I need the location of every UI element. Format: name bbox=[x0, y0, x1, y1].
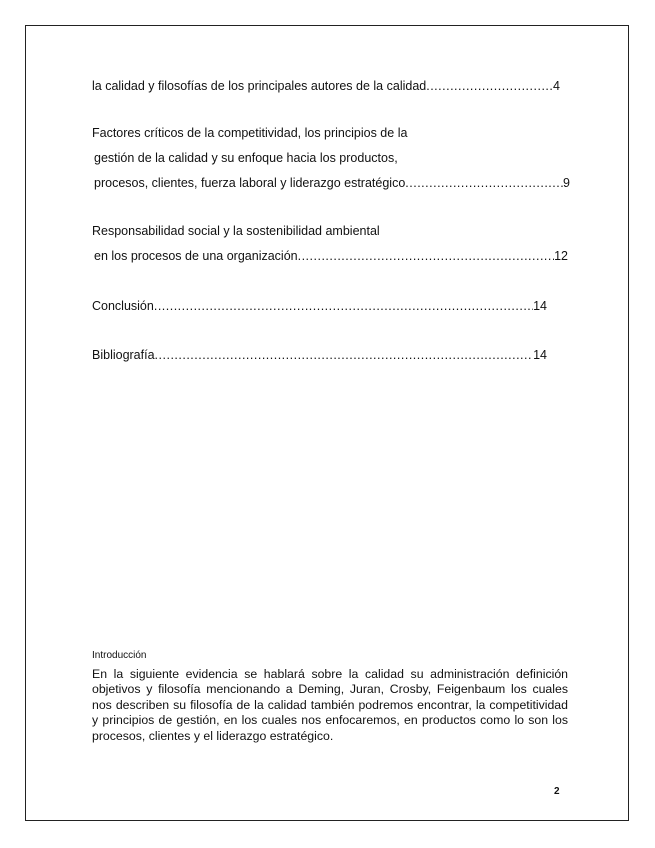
toc-entry-responsabilidad-line1: Responsabilidad social y la sostenibilidad ambiental bbox=[92, 224, 380, 238]
toc-entry-text: en los procesos de una organización bbox=[94, 249, 298, 263]
toc-page-number: 14 bbox=[533, 299, 547, 313]
toc-page-number: 12 bbox=[554, 249, 568, 263]
toc-page-number: 9 bbox=[563, 176, 570, 190]
introduction-body: En la siguiente evidencia se hablará sobre la calidad su administración definición objetivos y filosofía mencionando a Deming, Juran, Crosby, Feigenbaum los cuales nos describen su filosofía de la calidad también podremos encontrar, la competitividad y principios de gestión, en los cuales nos enfocaremos, en productos como lo son los procesos, clientes y el liderazgo estratégico. bbox=[92, 667, 568, 743]
toc-leader-dots bbox=[298, 249, 554, 264]
toc-entry-factores[interactable] bbox=[94, 176, 570, 191]
toc-page-number: 4 bbox=[553, 79, 560, 93]
toc-leader-dots bbox=[155, 348, 534, 363]
toc-leader-dots bbox=[405, 176, 563, 191]
toc-entry-calidad-filosofias[interactable] bbox=[92, 79, 560, 94]
document-page bbox=[25, 25, 629, 821]
toc-entry-text: Conclusión bbox=[92, 299, 154, 313]
toc-entry-conclusion[interactable] bbox=[92, 299, 547, 314]
toc-entry-factores-line1: Factores críticos de la competitividad, los principios de la bbox=[92, 126, 408, 140]
toc-entry-factores-line2: gestión de la calidad y su enfoque hacia los productos, bbox=[94, 151, 398, 165]
toc-entry-text: procesos, clientes, fuerza laboral y liderazgo estratégico bbox=[94, 176, 406, 190]
introduction-heading: Introducción bbox=[92, 650, 147, 661]
toc-leader-dots bbox=[426, 79, 553, 94]
toc-entry-bibliografia[interactable] bbox=[92, 348, 547, 363]
toc-entry-text: la calidad y filosofías de los principales autores de la calidad bbox=[92, 79, 427, 93]
toc-entry-text: Bibliografía bbox=[92, 348, 155, 362]
page-number: 2 bbox=[554, 786, 560, 797]
toc-entry-responsabilidad[interactable] bbox=[94, 249, 568, 264]
toc-leader-dots bbox=[154, 299, 533, 314]
toc-page-number: 14 bbox=[533, 348, 547, 362]
